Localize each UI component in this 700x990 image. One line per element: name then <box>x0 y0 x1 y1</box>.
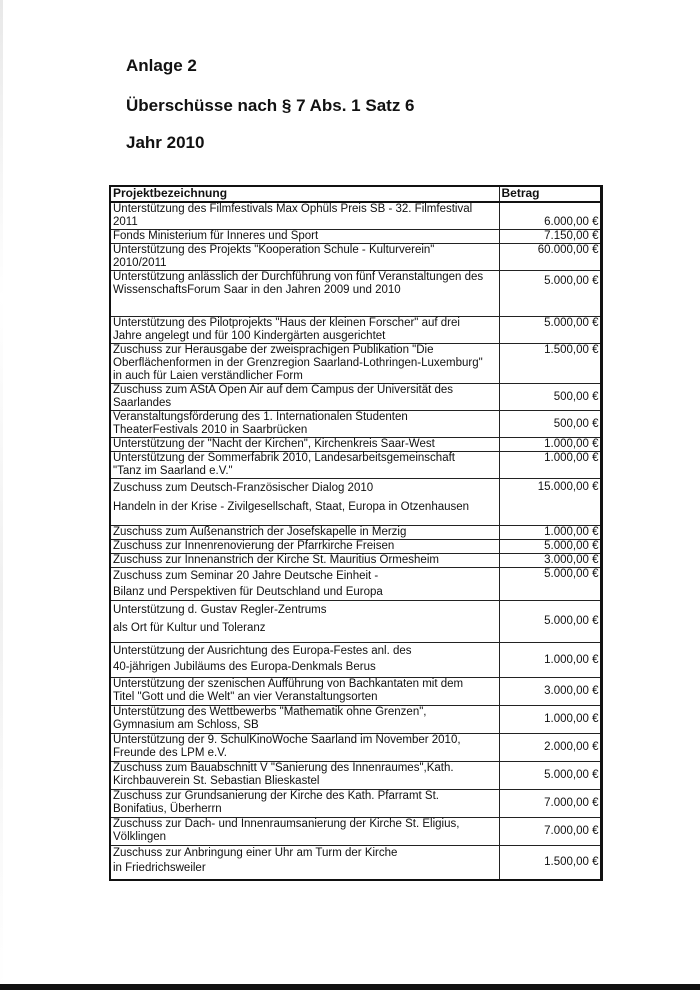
document-title: Überschüsse nach § 7 Abs. 1 Satz 6 <box>126 96 415 115</box>
row-amount: 5.000,00 € <box>499 568 601 601</box>
row-description: Unterstützung der Ausrichtung des Europa-Festes anl. des 40-jährigen Jubiläums des Europa-Denkmals Berus <box>110 643 499 678</box>
table-row <box>110 479 601 526</box>
row-amount: 5.000,00 € <box>499 762 601 790</box>
row-amount: 1.000,00 € <box>499 526 601 540</box>
row-description: Zuschuss zur Grundsanierung der Kirche des Kath. Pfarramt St. Bonifatius, Überherrn <box>110 790 499 818</box>
row-amount: 3.000,00 € <box>499 678 601 706</box>
table-row <box>110 706 601 734</box>
row-amount: 1.500,00 € <box>499 846 601 880</box>
row-description: Zuschuss zur Innenrenovierung der Pfarrkirche Freisen <box>110 540 499 554</box>
table-row <box>110 601 601 643</box>
table-row <box>110 271 601 317</box>
row-amount: 500,00 € <box>499 384 601 411</box>
table-row <box>110 384 601 411</box>
row-description: Unterstützung des Wettbewerbs "Mathematik ohne Grenzen", Gymnasium am Schloss, SB <box>110 706 499 734</box>
row-description: Veranstaltungsförderung des 1. Internationalen Studenten TheaterFestivals 2010 in Saarbrücken <box>110 411 499 438</box>
row-amount: 1.000,00 € <box>499 643 601 678</box>
row-amount: 5.000,00 € <box>499 540 601 554</box>
table-row <box>110 818 601 846</box>
row-description: Unterstützung der 9. SchulKinoWoche Saarland im November 2010, Freunde des LPM e.V. <box>110 734 499 762</box>
row-amount: 5.000,00 € <box>499 601 601 643</box>
row-description: Zuschuss zur Anbringung einer Uhr am Turm der Kirche in Friedrichsweiler <box>110 846 499 880</box>
column-header-description: Projektbezeichnung <box>110 186 499 202</box>
table-row <box>110 202 601 230</box>
row-description: Unterstützung des Pilotprojekts "Haus der kleinen Forscher" auf drei Jahre angelegt und für 100 Kindergärten ausgerichtet <box>110 317 499 344</box>
table-row <box>110 344 601 384</box>
row-description: Zuschuss zum Außenanstrich der Josefskapelle in Merzig <box>110 526 499 540</box>
row-amount: 1.500,00 € <box>499 344 601 384</box>
table-row <box>110 438 601 452</box>
row-amount: 7.150,00 € <box>499 230 601 244</box>
table-row <box>110 643 601 678</box>
row-description: Zuschuss zum Bauabschnitt V "Sanierung des Innenraumes",Kath. Kirchbauverein St. Sebastian Blieskastel <box>110 762 499 790</box>
table-row <box>110 540 601 554</box>
row-description: Zuschuss zur Innenanstrich der Kirche St. Mauritius Ormesheim <box>110 554 499 568</box>
table-row <box>110 526 601 540</box>
table-row <box>110 554 601 568</box>
row-description: Zuschuss zum Seminar 20 Jahre Deutsche Einheit - Bilanz und Perspektiven für Deutschland und Europa <box>110 568 499 601</box>
column-header-amount: Betrag <box>499 186 601 202</box>
table-row <box>110 568 601 601</box>
row-description: Zuschuss zum AStA Open Air auf dem Campus der Universität des Saarlandes <box>110 384 499 411</box>
row-description: Zuschuss zur Herausgabe der zweisprachigen Publikation "Die Oberflächenformen in der Grenzregion Saarland-Lothringen-Luxemburg" in auch für Laien verständlicher Form <box>110 344 499 384</box>
row-description: Fonds Ministerium für Inneres und Sport <box>110 230 499 244</box>
row-amount: 500,00 € <box>499 411 601 438</box>
row-amount: 5.000,00 € <box>499 317 601 344</box>
row-amount: 1.000,00 € <box>499 438 601 452</box>
row-description: Unterstützung d. Gustav Regler-Zentrums als Ort für Kultur und Toleranz <box>110 601 499 643</box>
table-row <box>110 452 601 479</box>
table-header-row <box>110 186 601 202</box>
row-amount: 15.000,00 € <box>499 479 601 526</box>
row-description: Unterstützung der szenischen Aufführung von Bachkantaten mit dem Titel "Gott und die Welt" an vier Veranstaltungsorten <box>110 678 499 706</box>
row-description: Zuschuss zum Deutsch-Französischer Dialog 2010 Handeln in der Krise - Zivilgesellschaft, Staat, Europa in Otzenhausen <box>110 479 499 526</box>
table-row <box>110 317 601 344</box>
row-description: Unterstützung der "Nacht der Kirchen", Kirchenkreis Saar-West <box>110 438 499 452</box>
annex-heading: Anlage 2 <box>126 56 197 75</box>
table-row <box>110 244 601 271</box>
table-row <box>110 678 601 706</box>
row-description: Unterstützung anlässlich der Durchführung von fünf Veranstaltungen des WissenschaftsForum Saar in den Jahren 2009 und 2010 <box>110 271 499 317</box>
table-row <box>110 734 601 762</box>
row-amount: 1.000,00 € <box>499 452 601 479</box>
table-row <box>110 230 601 244</box>
row-description: Unterstützung des Projekts "Kooperation Schule - Kulturverein" 2010/2011 <box>110 244 499 271</box>
table-row <box>110 790 601 818</box>
row-amount: 6.000,00 € <box>499 202 601 230</box>
table-row <box>110 411 601 438</box>
table-row <box>110 762 601 790</box>
scan-bottom-edge <box>0 984 700 990</box>
row-description: Unterstützung der Sommerfabrik 2010, Landesarbeitsgemeinschaft "Tanz im Saarland e.V." <box>110 452 499 479</box>
row-amount: 7.000,00 € <box>499 818 601 846</box>
row-amount: 3.000,00 € <box>499 554 601 568</box>
row-amount: 1.000,00 € <box>499 706 601 734</box>
row-description: Zuschuss zur Dach- und Innenraumsanierung der Kirche St. Eligius, Völklingen <box>110 818 499 846</box>
grants-table <box>109 185 603 881</box>
row-amount: 60.000,00 € <box>499 244 601 271</box>
table-row <box>110 846 601 880</box>
row-amount: 2.000,00 € <box>499 734 601 762</box>
scan-left-edge <box>0 0 3 990</box>
row-description: Unterstützung des Filmfestivals Max Ophüls Preis SB - 32. Filmfestival 2011 <box>110 202 499 230</box>
row-amount: 7.000,00 € <box>499 790 601 818</box>
row-amount: 5.000,00 € <box>499 271 601 317</box>
year-heading: Jahr 2010 <box>126 133 205 152</box>
